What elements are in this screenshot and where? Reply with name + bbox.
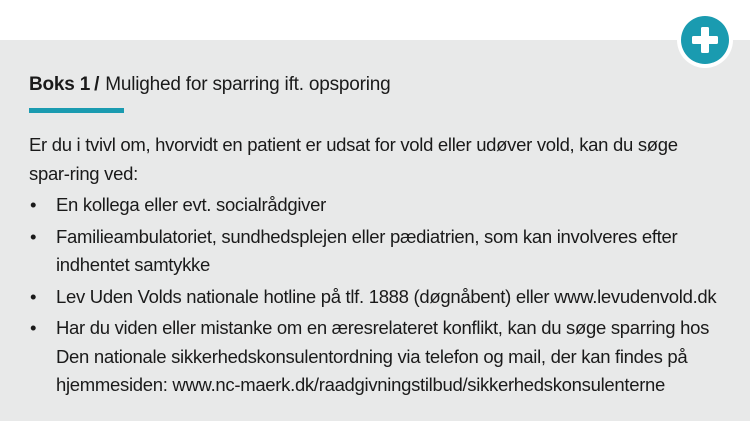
box-content [29,131,719,403]
list-item [29,223,719,280]
list-item-text: Lev Uden Volds nationale hotline på tlf. 1888 (døgnåbent) eller www.levudenvold.dk [56,285,717,307]
list-item [29,191,719,220]
bullet-marker: • [30,317,37,338]
box-title: Mulighed for sparring ift. opsporing [105,74,391,95]
plus-icon [681,16,729,64]
list-item [29,283,719,312]
bullet-marker: • [30,225,37,247]
list-item [29,314,719,400]
header-separator: / [94,74,100,95]
bullet-marker: • [30,194,37,215]
plus-badge [677,12,733,68]
box-label: Boks 1 [29,74,91,95]
bullet-marker: • [30,285,37,307]
box-header [29,73,391,97]
header-underline [29,108,124,113]
bullet-list [29,191,719,400]
list-item-text: Familieambulatoriet, sundhedsplejen eller pædiatrien, som kan involveres efter indhentet samtykke [56,225,678,275]
list-item-text: Har du viden eller mistanke om en æresrelateret konflikt, kan du søge sparring hos Den nationale sikkerhedskonsulentordning via telefon og mail, der kan findes på hjemmesiden: www.nc-maerk.dk/raadgivningstilbud/sikkerhedskonsulenterne [56,317,710,395]
list-item-text: En kollega eller evt. socialrådgiver [56,194,326,215]
intro-text: Er du i tvivl om, hvorvidt en patient er udsat for vold eller udøver vold, kan du søge spar-ring ved: [29,134,678,184]
